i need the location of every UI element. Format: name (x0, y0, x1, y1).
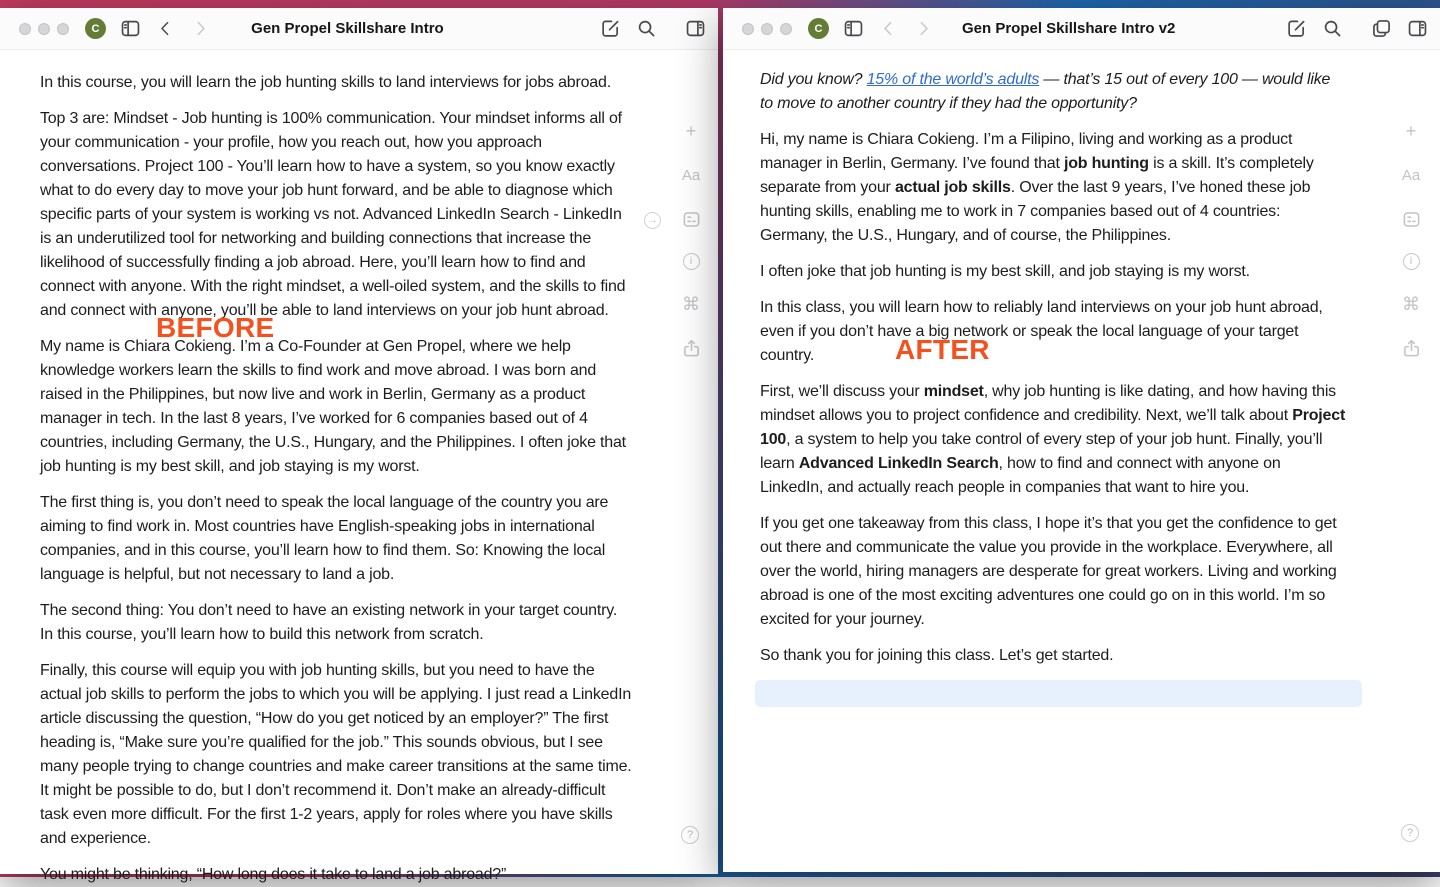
after-label: AFTER (895, 334, 990, 365)
close-button[interactable] (19, 23, 31, 35)
zoom-button[interactable] (780, 23, 792, 35)
editor-after[interactable] (760, 68, 1347, 668)
window-title: Gen Propel Skillshare Intro v2 (961, 20, 1176, 37)
traffic-lights (742, 23, 792, 35)
copy-icon[interactable] (1370, 18, 1392, 40)
text-run: actual job skills (894, 179, 1011, 196)
share-icon[interactable] (1401, 338, 1421, 358)
forward-icon[interactable] (912, 18, 934, 40)
editor-before[interactable] (40, 71, 632, 887)
text-run: Did you know? (760, 71, 867, 88)
text-style-icon[interactable]: Aa (1401, 166, 1421, 184)
text-run: , how to find and connect with anyone on LinkedIn, and actually reach people in companies that want to hire you. (760, 455, 1281, 496)
text-run: — that’s 15 out of every 100 — would like to move to another country if they had the opportunity? (760, 71, 1331, 112)
text-run: First, we’ll discuss your (760, 383, 924, 400)
titlebar-actions (1271, 18, 1428, 40)
back-icon[interactable] (877, 18, 899, 40)
titlebar-right (723, 8, 1440, 50)
keyboard-shortcuts-icon[interactable]: ⌘ (1402, 294, 1420, 314)
add-block-icon[interactable]: + (685, 121, 697, 141)
document-before[interactable] (0, 51, 718, 883)
share-icon[interactable] (681, 338, 701, 358)
paragraph[interactable] (760, 68, 1347, 116)
text-run: The second thing: You don’t need to have an existing network in your target country. In this course, you’ll learn how to build this network from scratch. (40, 602, 618, 643)
search-icon[interactable] (1321, 18, 1343, 40)
text-run: You might be thinking, “How long does it take to land a job abroad?” (40, 866, 507, 883)
text-run: mindset (923, 383, 984, 400)
paragraph[interactable] (40, 599, 632, 647)
text-run: . Over the last 9 years, I’ve honed these job hunting skills, enabling me to work in 7 companies based out of 4 countries: Germany, the U.S., Hungary, and of course, the Philippines. (760, 179, 1311, 244)
text-run: I often joke that job hunting is my best skill, and job staying is my worst. (760, 263, 1250, 280)
insert-media-icon[interactable] (681, 209, 701, 229)
before-label: BEFORE (156, 312, 275, 343)
help-icon[interactable]: ? (681, 826, 699, 844)
window-before (0, 8, 718, 883)
search-icon[interactable] (635, 18, 657, 40)
info-icon[interactable]: i (1403, 253, 1420, 270)
paragraph[interactable] (40, 107, 632, 323)
paragraph[interactable] (760, 128, 1347, 248)
document-after[interactable] (723, 51, 1440, 872)
paragraph[interactable] (760, 260, 1347, 284)
avatar[interactable]: C (85, 18, 106, 39)
inline-link[interactable]: 15% of the world’s adults (866, 71, 1040, 88)
avatar[interactable]: C (808, 18, 829, 39)
back-icon[interactable] (154, 18, 176, 40)
paragraph[interactable] (760, 644, 1347, 668)
text-run: is a skill. It’s completely separate from your (760, 155, 1314, 196)
paragraph[interactable] (40, 335, 632, 479)
compose-icon[interactable] (1285, 18, 1307, 40)
text-run: So thank you for joining this class. Let’s get started. (760, 647, 1114, 664)
empty-selection-block[interactable] (755, 680, 1362, 707)
side-toolbar-left (681, 121, 701, 358)
paragraph[interactable] (40, 659, 632, 851)
sidebar-toggle-icon[interactable] (119, 18, 141, 40)
forward-icon[interactable] (189, 18, 211, 40)
sidebar-toggle-icon[interactable] (842, 18, 864, 40)
window-after (723, 8, 1440, 872)
paragraph[interactable] (40, 491, 632, 587)
info-icon[interactable]: i (683, 253, 700, 270)
text-run: Finally, this course will equip you with job hunting skills, but you need to have the actual job skills to perform the jobs to which you will be applying. I just read a LinkedIn article discussing the question, “How do you get noticed by an employer?” The first heading is, “Make sure you’re qualified for the job.” This sounds obvious, but I see many people trying to change countries and make career transitions at the same time. It might be possible to do, but I don’t recommend it. Don’t make an already-difficult task even more difficult. For the first 1-2 years, apply for roles where you have skills and experience. (40, 662, 632, 847)
jump-to-block-icon[interactable]: → (644, 212, 661, 229)
text-run: job hunting (1063, 155, 1149, 172)
close-button[interactable] (742, 23, 754, 35)
titlebar-left (0, 8, 718, 50)
help-icon[interactable]: ? (1401, 824, 1419, 842)
text-run: If you get one takeaway from this class, I hope it’s that you get the confidence to get out there and communicate the value you provide in the workplace. Everywhere, all over the world, hiring managers are desperate for great workers. Living and working abroad is one of the most exciting adventures one could go on in this world. I’m so excited for your journey. (760, 515, 1337, 628)
compose-icon[interactable] (599, 18, 621, 40)
text-run: , why job hunting is like dating, and how having this mindset allows you to project confidence and credibility. Next, we’ll talk about (760, 383, 1336, 424)
traffic-lights (19, 23, 69, 35)
paragraph[interactable] (760, 296, 1347, 368)
insert-media-icon[interactable] (1401, 209, 1421, 229)
minimize-button[interactable] (38, 23, 50, 35)
right-panel-icon[interactable] (1406, 18, 1428, 40)
paragraph[interactable] (760, 380, 1347, 500)
side-toolbar-right (1401, 121, 1421, 358)
text-run: Top 3 are: Mindset - Job hunting is 100% communication. Your mindset informs all of your communication - your profile, how you reach out, how you approach conversations. Project 100 - You’ll learn how to have a system, so you know exactly what to do every day to move your job hunt forward, and be able to diagnose which specific parts of your system is working vs not. Advanced LinkedIn Search - LinkedIn is an underutilized tool for networking and building connections that increase the likelihood of successfully finding a job abroad. Here, you’ll learn how to find and connect with anyone. With the right mindset, a well-oiled system, and the skills to find and connect with anyone, you’ll be able to land interviews on your job hunt abroad. (40, 110, 626, 319)
paragraph[interactable] (760, 512, 1347, 632)
text-style-icon[interactable]: Aa (681, 166, 701, 184)
text-run: In this course, you will learn the job hunting skills to land interviews for jobs abroad. (40, 74, 611, 91)
text-run: Advanced LinkedIn Search (798, 455, 999, 472)
keyboard-shortcuts-icon[interactable]: ⌘ (682, 294, 700, 314)
text-run: Project 100 (760, 407, 1346, 448)
titlebar-actions (585, 18, 706, 40)
minimize-button[interactable] (761, 23, 773, 35)
paragraph[interactable] (40, 71, 632, 95)
add-block-icon[interactable]: + (1405, 121, 1417, 141)
zoom-button[interactable] (57, 23, 69, 35)
text-run: , a system to help you take control of every step of your job hunt. Finally, you’ll learn (760, 431, 1323, 472)
text-run: Hi, my name is Chiara Cokieng. I’m a Filipino, living and working as a product manager in Berlin, Germany. I’ve found that (760, 131, 1293, 172)
right-panel-icon[interactable] (684, 18, 706, 40)
text-run: The first thing is, you don’t need to speak the local language of the country you are aiming to find work in. Most countries have English-speaking jobs in international companies, and in this course, you’ll learn how to find them. So: Knowing the local language is helpful, but not necessary to land a job. (40, 494, 609, 583)
text-run: In this class, you will learn how to reliably land interviews on your job hunt abroad, even if you don’t have a big network or speak the local language of your target country. (760, 299, 1323, 364)
window-title: Gen Propel Skillshare Intro (251, 20, 444, 37)
paragraph[interactable] (40, 863, 632, 887)
text-run: My name is Chiara Cokieng. I’m a Co-Founder at Gen Propel, where we help knowledge workers learn the skills to find work and move abroad. I was born and raised in the Philippines, but now live and work in Berlin, Germany as a product manager in tech. In the last 8 years, I’ve worked for 6 companies based out of 4 countries, including Germany, the U.S., Hungary, and the Philippines. I often joke that job hunting is my best skill, and job staying is my worst. (40, 338, 626, 475)
